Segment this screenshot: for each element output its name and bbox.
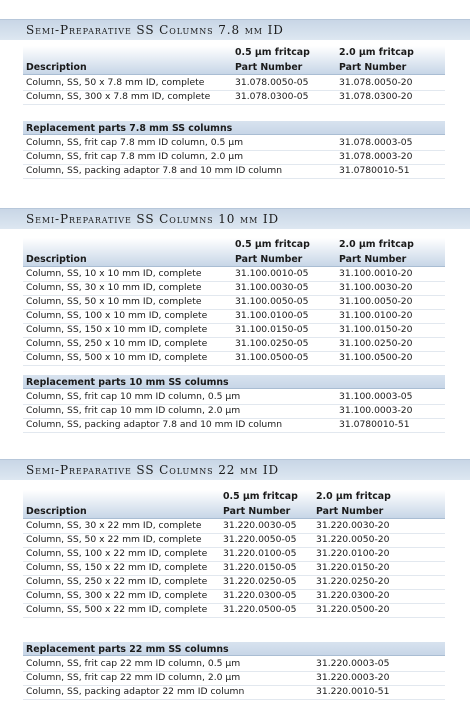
row-description: Column, SS, 50 x 10 mm ID, complete [26,296,202,307]
row-description: Column, SS, 150 x 10 mm ID, complete [26,324,208,335]
col1-header-top: 0.5 µm fritcap [223,491,298,502]
table-row [23,309,445,324]
row-part-05: 31.220.0030-05 [223,520,297,531]
table-row [23,351,445,366]
col2-header-bottom: Part Number [316,506,384,517]
replacement-row [23,418,445,433]
table-row [23,533,445,548]
row-part-20: 31.220.0100-20 [316,548,390,559]
table-row [23,547,445,562]
replacement-description: Column, SS, packing adaptor 7.8 and 10 mm ID column [26,419,283,430]
row-part-05: 31.220.0500-05 [223,604,297,615]
row-part-05: 31.100.0150-05 [235,324,309,335]
replacement-row [23,404,445,419]
col1-header-top: 0.5 µm fritcap [235,239,310,250]
row-part-05: 31.220.0050-05 [223,534,297,545]
table-row [23,589,445,604]
row-part-05: 31.220.0250-05 [223,576,297,587]
table-row [23,76,445,91]
replacement-part: 31.078.0003-20 [339,151,413,162]
row-part-20: 31.078.0300-20 [339,91,413,102]
replacement-row [23,685,445,700]
col2-header-top: 2.0 µm fritcap [339,47,414,58]
replacement-description: Column, SS, frit cap 10 mm ID column, 0.5 µm [26,391,241,402]
replacement-description: Column, SS, frit cap 22 mm ID column, 2.0 µm [26,672,241,683]
row-part-20: 31.220.0250-20 [316,576,390,587]
row-part-20: 31.100.0250-20 [339,338,413,349]
replacement-description: Column, SS, packing adaptor 7.8 and 10 mm ID column [26,165,283,176]
row-part-20: 31.078.0050-20 [339,77,413,88]
replacement-part: 31.100.0003-20 [339,405,413,416]
table-row [23,323,445,338]
row-part-05: 31.220.0300-05 [223,590,297,601]
row-description: Column, SS, 30 x 10 mm ID, complete [26,282,202,293]
table-row [23,603,445,618]
table-row [23,337,445,352]
table-row [23,295,445,310]
row-part-20: 31.220.0150-20 [316,562,390,573]
row-part-20: 31.220.0500-20 [316,604,390,615]
description-header: Description [26,62,87,73]
row-description: Column, SS, 50 x 7.8 mm ID, complete [26,77,205,88]
col2-header-top: 2.0 µm fritcap [339,239,414,250]
replacement-title: Replacement parts 10 mm SS columns [26,377,229,388]
row-description: Column, SS, 250 x 22 mm ID, complete [26,576,208,587]
description-header: Description [26,254,87,265]
replacement-title: Replacement parts 7.8 mm SS columns [26,123,233,134]
section-band-10mm [0,208,470,229]
replacement-row [23,164,445,179]
table-row [23,267,445,282]
table-row [23,575,445,590]
replacement-description: Column, SS, frit cap 22 mm ID column, 0.5 µm [26,658,241,669]
col1-header-bottom: Part Number [223,506,291,517]
replacement-part: 31.0780010-51 [339,419,410,430]
col1-header-top: 0.5 µm fritcap [235,47,310,58]
replacement-row [23,150,445,165]
replacement-part: 31.220.0003-20 [316,672,390,683]
table-row [23,561,445,576]
replacement-row [23,657,445,672]
row-part-05: 31.078.0050-05 [235,77,309,88]
replacement-part: 31.100.0003-05 [339,391,413,402]
col1-header-bottom: Part Number [235,254,303,265]
row-part-20: 31.100.0030-20 [339,282,413,293]
description-header: Description [26,506,87,517]
col1-header-bottom: Part Number [235,62,303,73]
row-part-05: 31.100.0100-05 [235,310,309,321]
row-part-05: 31.220.0100-05 [223,548,297,559]
section-title: Semi-Preparative SS Columns 7.8 mm ID [26,23,284,37]
replacement-row [23,390,445,405]
replacement-row [23,671,445,686]
col2-header-bottom: Part Number [339,254,407,265]
row-part-05: 31.100.0050-05 [235,296,309,307]
replacement-description: Column, SS, frit cap 10 mm ID column, 2.0 µm [26,405,241,416]
row-description: Column, SS, 50 x 22 mm ID, complete [26,534,202,545]
row-description: Column, SS, 500 x 10 mm ID, complete [26,352,208,363]
table-row [23,519,445,534]
row-description: Column, SS, 100 x 10 mm ID, complete [26,310,208,321]
row-part-20: 31.100.0050-20 [339,296,413,307]
row-description: Column, SS, 10 x 10 mm ID, complete [26,268,202,279]
row-part-05: 31.100.0030-05 [235,282,309,293]
row-part-20: 31.220.0300-20 [316,590,390,601]
row-part-20: 31.220.0050-20 [316,534,390,545]
table-row [23,281,445,296]
replacement-description: Column, SS, frit cap 7.8 mm ID column, 0.5 µm [26,137,244,148]
row-part-20: 31.100.0500-20 [339,352,413,363]
row-description: Column, SS, 30 x 22 mm ID, complete [26,520,202,531]
replacement-part: 31.078.0003-05 [339,137,413,148]
section-title: Semi-Preparative SS Columns 10 mm ID [26,212,280,226]
row-description: Column, SS, 100 x 22 mm ID, complete [26,548,208,559]
section-title: Semi-Preparative SS Columns 22 mm ID [26,463,280,477]
replacement-part: 31.220.0010-51 [316,686,390,697]
replacement-row [23,136,445,151]
row-part-20: 31.100.0100-20 [339,310,413,321]
row-part-05: 31.220.0150-05 [223,562,297,573]
row-part-05: 31.100.0500-05 [235,352,309,363]
row-part-05: 31.100.0010-05 [235,268,309,279]
replacement-part: 31.0780010-51 [339,165,410,176]
row-description: Column, SS, 300 x 7.8 mm ID, complete [26,91,211,102]
replacement-part: 31.220.0003-05 [316,658,390,669]
replacement-title: Replacement parts 22 mm SS columns [26,644,229,655]
col2-header-bottom: Part Number [339,62,407,73]
row-description: Column, SS, 250 x 10 mm ID, complete [26,338,208,349]
col2-header-top: 2.0 µm fritcap [316,491,391,502]
row-part-05: 31.078.0300-05 [235,91,309,102]
row-part-05: 31.100.0250-05 [235,338,309,349]
row-part-20: 31.100.0150-20 [339,324,413,335]
section-band-22mm [0,459,470,480]
replacement-description: Column, SS, packing adaptor 22 mm ID column [26,686,245,697]
replacement-description: Column, SS, frit cap 7.8 mm ID column, 2.0 µm [26,151,244,162]
table-row [23,90,445,105]
section-band-7-8mm [0,19,470,40]
row-part-20: 31.100.0010-20 [339,268,413,279]
row-description: Column, SS, 150 x 22 mm ID, complete [26,562,208,573]
row-part-20: 31.220.0030-20 [316,520,390,531]
row-description: Column, SS, 500 x 22 mm ID, complete [26,604,208,615]
row-description: Column, SS, 300 x 22 mm ID, complete [26,590,208,601]
